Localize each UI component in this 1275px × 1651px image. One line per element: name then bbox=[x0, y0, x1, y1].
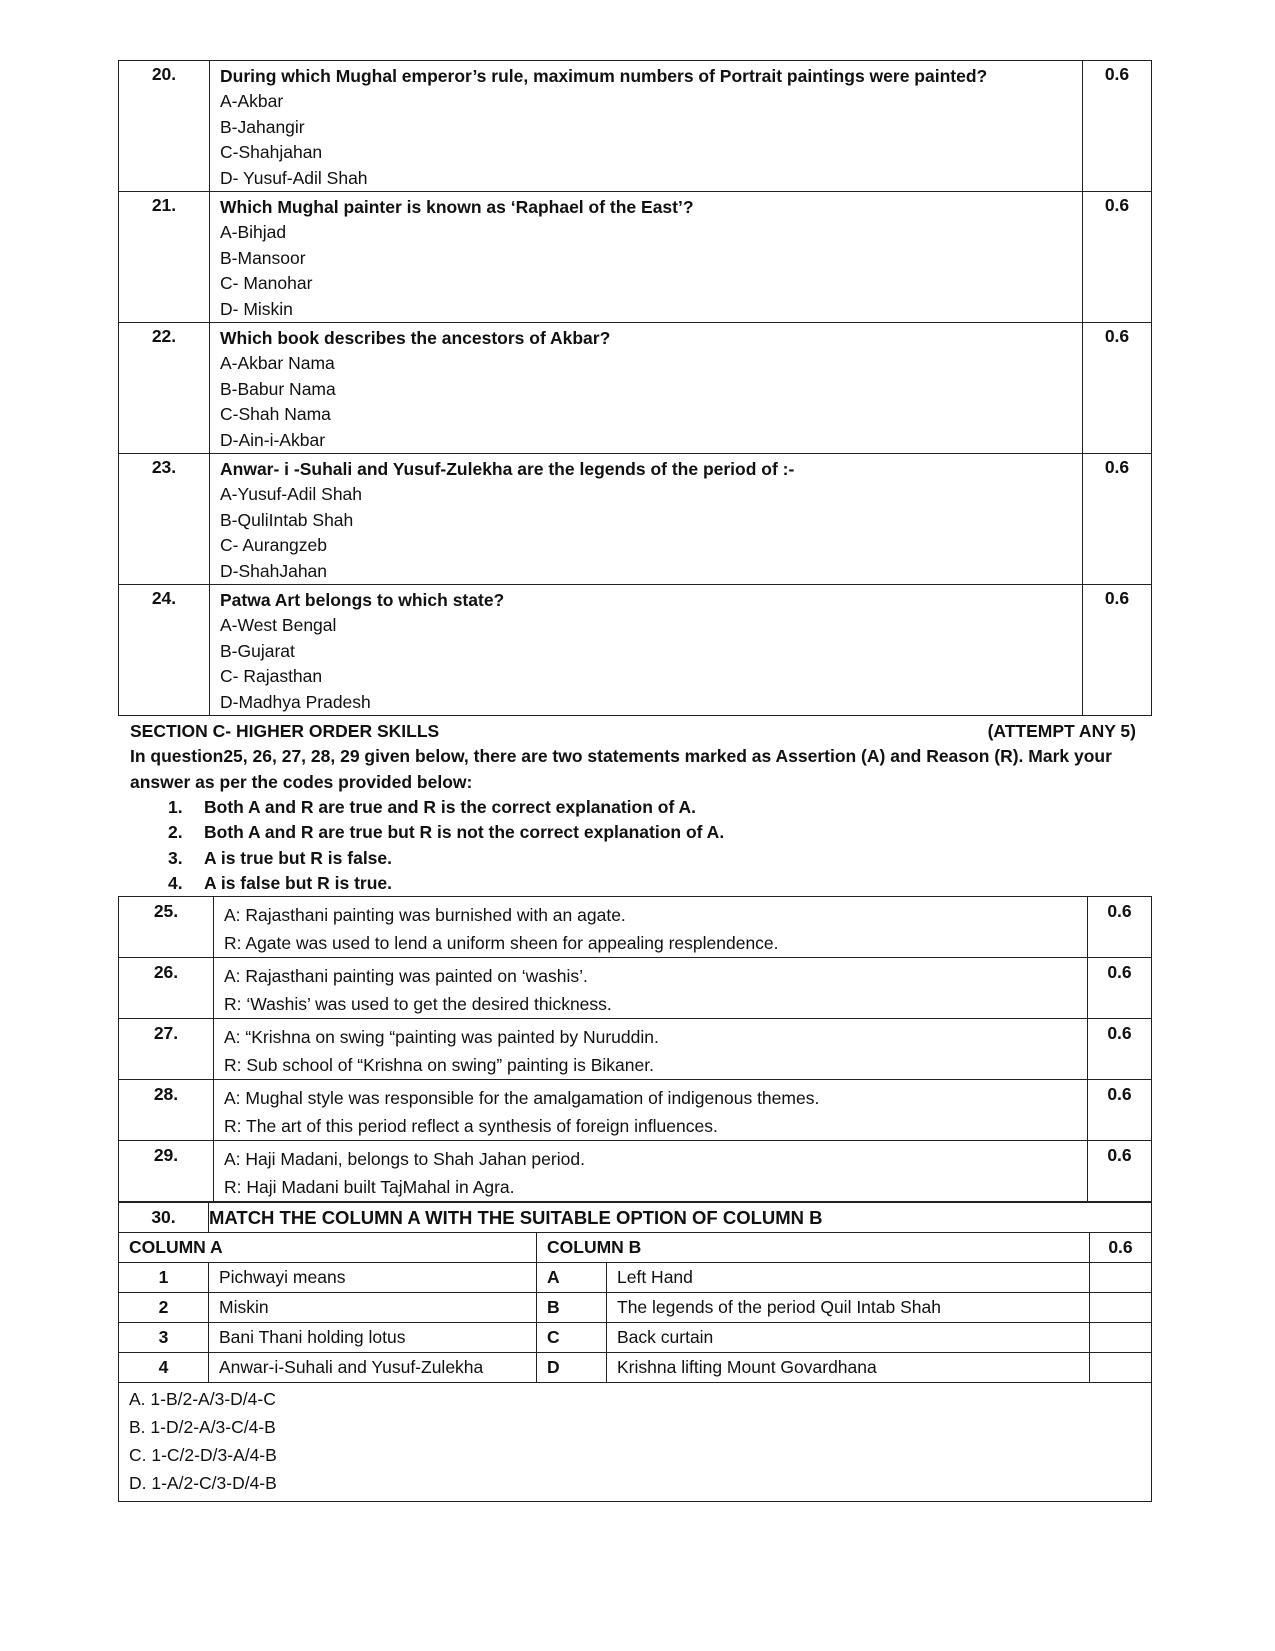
answer-option: D-Ain-i-Akbar bbox=[220, 429, 326, 450]
marks: 0.6 bbox=[1089, 1233, 1151, 1263]
answer-option: C- Aurangzeb bbox=[220, 535, 328, 555]
answer-codes bbox=[118, 795, 1152, 896]
answer-option: D- Yusuf-Adil Shah bbox=[220, 167, 368, 188]
assertion-reason-table bbox=[118, 896, 1152, 1202]
column-b-item: Left Hand bbox=[607, 1263, 1090, 1293]
column-a-item: Miskin bbox=[209, 1293, 537, 1323]
column-b-item: Back curtain bbox=[607, 1323, 1090, 1353]
question-row bbox=[119, 61, 1152, 192]
match-answer-options bbox=[118, 1383, 1152, 1502]
code-number: 2. bbox=[168, 822, 183, 843]
reason-text: R: Sub school of “Krishna on swing” painting is Bikaner. bbox=[224, 1055, 654, 1076]
assertion-row bbox=[119, 958, 1152, 1019]
answer-option: B-Gujarat bbox=[220, 640, 295, 661]
column-a-number: 3 bbox=[119, 1323, 209, 1353]
answer-option: B-Babur Nama bbox=[220, 378, 336, 399]
answer-option: C-Shah Nama bbox=[220, 404, 331, 424]
answer-option: C- Manohar bbox=[220, 273, 313, 293]
question-text: Patwa Art belongs to which state? bbox=[220, 590, 505, 610]
question-row bbox=[119, 585, 1152, 716]
section-header bbox=[118, 718, 1152, 744]
column-a-item: Pichwayi means bbox=[209, 1263, 537, 1293]
marks: 0.6 bbox=[1088, 897, 1152, 958]
match-answer-option: A. 1-B/2-A/3-D/4-C bbox=[129, 1389, 276, 1410]
code-item bbox=[168, 846, 1152, 871]
answer-option: A-West Bengal bbox=[220, 615, 337, 635]
section-instruction: In question25, 26, 27, 28, 29 given below, there are two statements marked as Assertion (A) and Reason (R). Mark your answer as per the codes provided below: bbox=[130, 746, 1112, 792]
match-header-row bbox=[119, 1233, 1152, 1263]
column-b-letter: B bbox=[537, 1293, 607, 1323]
question-row bbox=[119, 323, 1152, 454]
column-b-item: The legends of the period Quil Intab Shah bbox=[607, 1293, 1090, 1323]
code-number: 3. bbox=[168, 847, 183, 868]
reason-text: R: Agate was used to lend a uniform sheen for appealing resplendence. bbox=[224, 933, 779, 954]
question-number: 21. bbox=[119, 192, 210, 323]
marks-cell bbox=[1089, 1263, 1151, 1293]
question-text: During which Mughal emperor’s rule, maximum numbers of Portrait paintings were painted? bbox=[220, 66, 988, 86]
match-title-row bbox=[119, 1203, 1152, 1233]
attempt-note: (ATTEMPT ANY 5) bbox=[987, 721, 1136, 741]
assertion-row bbox=[119, 1019, 1152, 1080]
answer-option: B-Mansoor bbox=[220, 247, 306, 268]
code-item bbox=[168, 820, 1152, 845]
column-a-item: Anwar-i-Suhali and Yusuf-Zulekha bbox=[209, 1353, 537, 1383]
column-a-item: Bani Thani holding lotus bbox=[209, 1323, 537, 1353]
code-item bbox=[168, 871, 1152, 896]
question-text: Anwar- i -Suhali and Yusuf-Zulekha are the legends of the period of :- bbox=[220, 459, 795, 479]
code-number: 4. bbox=[168, 872, 183, 893]
column-a-number: 4 bbox=[119, 1353, 209, 1383]
code-text: A is true but R is false. bbox=[204, 847, 393, 868]
reason-text: R: Haji Madani built TajMahal in Agra. bbox=[224, 1177, 515, 1198]
answer-option: A-Akbar bbox=[220, 91, 284, 111]
match-row bbox=[119, 1353, 1152, 1383]
marks: 0.6 bbox=[1088, 1141, 1152, 1202]
assertion-body bbox=[214, 1141, 1088, 1202]
code-text: Both A and R are true and R is the correct explanation of A. bbox=[204, 797, 697, 817]
answer-option: B-QuliIntab Shah bbox=[220, 509, 354, 530]
assertion-body bbox=[214, 958, 1088, 1019]
assertion-body bbox=[214, 1019, 1088, 1080]
question-body bbox=[210, 323, 1083, 454]
section-title: SECTION C- HIGHER ORDER SKILLS bbox=[130, 721, 440, 741]
marks: 0.6 bbox=[1088, 958, 1152, 1019]
answer-option: B-Jahangir bbox=[220, 116, 305, 137]
question-number: 30. bbox=[119, 1203, 209, 1233]
question-number: 29. bbox=[119, 1141, 214, 1202]
assertion-text: A: Mughal style was responsible for the amalgamation of indigenous themes. bbox=[224, 1088, 820, 1109]
question-number: 25. bbox=[119, 897, 214, 958]
answer-option: A-Bihjad bbox=[220, 222, 287, 242]
question-body bbox=[210, 192, 1083, 323]
reason-text: R: ‘Washis’ was used to get the desired thickness. bbox=[224, 994, 612, 1015]
assertion-row bbox=[119, 1141, 1152, 1202]
match-table bbox=[118, 1202, 1152, 1383]
marks: 0.6 bbox=[1088, 1019, 1152, 1080]
marks: 0.6 bbox=[1083, 454, 1152, 585]
column-b-letter: D bbox=[537, 1353, 607, 1383]
answer-option: C- Rajasthan bbox=[220, 666, 323, 686]
question-body bbox=[210, 61, 1083, 192]
question-text: Which book describes the ancestors of Akbar? bbox=[220, 328, 611, 348]
reason-text: R: The art of this period reflect a synthesis of foreign influences. bbox=[224, 1116, 718, 1137]
question-number: 23. bbox=[119, 454, 210, 585]
marks-cell bbox=[1089, 1323, 1151, 1353]
answer-option: A-Akbar Nama bbox=[220, 353, 335, 373]
marks-cell bbox=[1089, 1293, 1151, 1323]
assertion-text: A: “Krishna on swing “painting was painted by Nuruddin. bbox=[224, 1027, 659, 1048]
answer-option: D-Madhya Pradesh bbox=[220, 691, 371, 712]
question-number: 26. bbox=[119, 958, 214, 1019]
column-a-header: COLUMN A bbox=[119, 1233, 537, 1263]
marks: 0.6 bbox=[1088, 1080, 1152, 1141]
column-b-letter: C bbox=[537, 1323, 607, 1353]
assertion-text: A: Rajasthani painting was painted on ‘washis’. bbox=[224, 966, 588, 987]
answer-option: D-ShahJahan bbox=[220, 560, 328, 581]
mcq-table bbox=[118, 60, 1152, 716]
assertion-body bbox=[214, 1080, 1088, 1141]
question-paper bbox=[118, 60, 1152, 1502]
question-text: Which Mughal painter is known as ‘Raphael of the East’? bbox=[220, 197, 694, 217]
match-row bbox=[119, 1293, 1152, 1323]
question-number: 20. bbox=[119, 61, 210, 192]
assertion-row bbox=[119, 1080, 1152, 1141]
column-a-number: 2 bbox=[119, 1293, 209, 1323]
marks: 0.6 bbox=[1083, 585, 1152, 716]
answer-option: C-Shahjahan bbox=[220, 142, 323, 162]
question-body bbox=[210, 585, 1083, 716]
question-row bbox=[119, 192, 1152, 323]
column-b-item: Krishna lifting Mount Govardhana bbox=[607, 1353, 1090, 1383]
column-b-header: COLUMN B bbox=[537, 1233, 1090, 1263]
match-row bbox=[119, 1263, 1152, 1293]
match-answer-option: D. 1-A/2-C/3-D/4-B bbox=[129, 1473, 277, 1494]
match-row bbox=[119, 1323, 1152, 1353]
code-text: A is false but R is true. bbox=[204, 872, 393, 893]
question-number: 24. bbox=[119, 585, 210, 716]
question-number: 27. bbox=[119, 1019, 214, 1080]
marks-cell bbox=[1089, 1353, 1151, 1383]
match-title: MATCH THE COLUMN A WITH THE SUITABLE OPTION OF COLUMN B bbox=[209, 1203, 1152, 1233]
match-answer-option: B. 1-D/2-A/3-C/4-B bbox=[129, 1417, 276, 1438]
question-body bbox=[210, 454, 1083, 585]
marks: 0.6 bbox=[1083, 192, 1152, 323]
code-item bbox=[168, 795, 1152, 820]
assertion-text: A: Haji Madani, belongs to Shah Jahan period. bbox=[224, 1149, 585, 1170]
code-text: Both A and R are true but R is not the correct explanation of A. bbox=[204, 822, 725, 843]
question-row bbox=[119, 454, 1152, 585]
marks: 0.6 bbox=[1083, 323, 1152, 454]
assertion-row bbox=[119, 897, 1152, 958]
marks: 0.6 bbox=[1083, 61, 1152, 192]
column-a-number: 1 bbox=[119, 1263, 209, 1293]
question-number: 28. bbox=[119, 1080, 214, 1141]
answer-option: A-Yusuf-Adil Shah bbox=[220, 484, 363, 504]
answer-option: D- Miskin bbox=[220, 298, 293, 319]
column-b-letter: A bbox=[537, 1263, 607, 1293]
code-number: 1. bbox=[168, 797, 183, 817]
assertion-body bbox=[214, 897, 1088, 958]
match-answer-option: C. 1-C/2-D/3-A/4-B bbox=[129, 1445, 277, 1466]
question-number: 22. bbox=[119, 323, 210, 454]
assertion-text: A: Rajasthani painting was burnished with an agate. bbox=[224, 905, 626, 926]
